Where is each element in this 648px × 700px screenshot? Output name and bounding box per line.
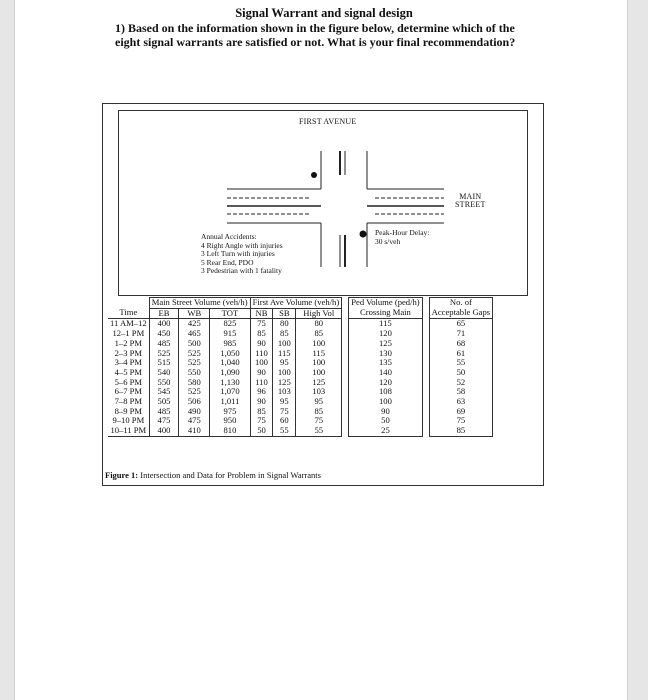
cell-wb: 410 <box>179 426 210 436</box>
cell-ped: 115 <box>349 319 422 329</box>
cell-wb: 465 <box>179 329 210 339</box>
cell-nb: 110 <box>250 378 273 388</box>
cell-nb: 96 <box>250 387 273 397</box>
cell-eb: 550 <box>149 378 179 388</box>
figure-caption <box>105 470 321 480</box>
cell-sb: 103 <box>273 387 296 397</box>
cell-high-vol: 100 <box>296 339 342 349</box>
cell-eb: 505 <box>149 397 179 407</box>
cell-sb: 115 <box>273 349 296 359</box>
cell-tot: 825 <box>210 319 250 329</box>
accidents-heading: Annual Accidents: <box>201 232 257 241</box>
cell-tot: 915 <box>210 329 250 339</box>
table-row <box>108 426 493 436</box>
left-margin-divider <box>14 0 15 700</box>
first-avenue-label: FIRST AVENUE <box>299 117 357 126</box>
delay-line-2: 30 s/veh <box>375 236 401 246</box>
cell-gaps: 50 <box>429 368 492 378</box>
cell-eb: 525 <box>149 349 179 359</box>
cell-time: 8–9 PM <box>114 405 143 416</box>
cell-sb: 125 <box>273 378 296 388</box>
cell-ped: 108 <box>349 387 422 397</box>
cell-wb: 550 <box>179 368 210 378</box>
cell-tot: 1,070 <box>210 387 250 397</box>
cell-tot: 1,011 <box>210 397 250 407</box>
accident-line: 3 Pedestrian with 1 fatality <box>201 266 282 275</box>
cell-gaps: 55 <box>429 358 492 368</box>
cell-sb: 100 <box>273 368 296 378</box>
cell-ped: 120 <box>349 378 422 388</box>
cell-eb: 485 <box>149 339 179 349</box>
cell-time: 12–1 PM <box>112 328 145 339</box>
cell-wb: 490 <box>179 407 210 417</box>
cell-time: 5–6 PM <box>114 376 143 387</box>
cell-nb: 75 <box>250 319 273 329</box>
cell-ped: 130 <box>349 349 422 359</box>
cell-gaps: 65 <box>429 319 492 329</box>
cell-wb: 525 <box>179 387 210 397</box>
cell-sb: 60 <box>273 416 296 426</box>
main-street-label-line-1: MAIN <box>459 192 482 201</box>
header-gaps: Acceptable Gaps <box>429 308 492 319</box>
cell-nb: 50 <box>250 426 273 436</box>
accidents-legend <box>201 233 283 276</box>
cell-gaps: 68 <box>429 339 492 349</box>
cell-tot: 1,040 <box>210 358 250 368</box>
cell-wb: 500 <box>179 339 210 349</box>
cell-sb: 95 <box>273 397 296 407</box>
cell-wb: 525 <box>179 358 210 368</box>
cell-gaps: 71 <box>429 329 492 339</box>
cell-eb: 545 <box>149 387 179 397</box>
cell-ped: 50 <box>349 416 422 426</box>
accident-line: 5 Rear End, PDO <box>201 257 254 267</box>
cell-nb: 90 <box>250 368 273 378</box>
cell-eb: 515 <box>149 358 179 368</box>
cell-sb: 75 <box>273 407 296 417</box>
cell-ped: 135 <box>349 358 422 368</box>
accident-line: 3 Left Turn with injuries <box>201 249 275 258</box>
main-street-label-line-2: STREET <box>455 200 486 209</box>
cell-sb: 85 <box>273 329 296 339</box>
right-margin <box>628 0 648 700</box>
cell-wb: 506 <box>179 397 210 407</box>
cell-nb: 90 <box>250 339 273 349</box>
caption-text: Intersection and Data for Problem in Signal Warrants <box>138 470 321 480</box>
cell-gaps: 63 <box>429 397 492 407</box>
cell-sb: 55 <box>273 426 296 436</box>
cell-time: 6–7 PM <box>114 386 143 397</box>
cell-high-vol: 100 <box>296 368 342 378</box>
group-first-ave: First Ave Volume (veh/h) <box>250 298 342 309</box>
cell-wb: 580 <box>179 378 210 388</box>
cell-ped: 140 <box>349 368 422 378</box>
cell-nb: 110 <box>250 349 273 359</box>
cell-high-vol: 75 <box>296 416 342 426</box>
cell-high-vol: 103 <box>296 387 342 397</box>
header-eb: EB <box>149 308 179 319</box>
cell-nb: 90 <box>250 397 273 407</box>
cell-high-vol: 125 <box>296 378 342 388</box>
header-nb: NB <box>250 308 273 319</box>
cell-ped: 120 <box>349 329 422 339</box>
left-margin <box>0 0 14 700</box>
cell-sb: 100 <box>273 339 296 349</box>
cell-nb: 85 <box>250 329 273 339</box>
cell-tot: 985 <box>210 339 250 349</box>
cell-time: 11 AM–12 <box>110 318 147 329</box>
cell-eb: 400 <box>149 319 179 329</box>
cell-sb: 95 <box>273 358 296 368</box>
cell-time: 9–10 PM <box>112 415 145 426</box>
cell-eb: 400 <box>149 426 179 436</box>
cell-high-vol: 85 <box>296 407 342 417</box>
cell-high-vol: 95 <box>296 397 342 407</box>
cell-tot: 975 <box>210 407 250 417</box>
cell-gaps: 69 <box>429 407 492 417</box>
cell-wb: 425 <box>179 319 210 329</box>
cell-high-vol: 80 <box>296 319 342 329</box>
header-ped: Crossing Main <box>349 308 422 319</box>
intersection-diagram <box>118 110 528 296</box>
cell-wb: 525 <box>179 349 210 359</box>
cell-tot: 810 <box>210 426 250 436</box>
cell-tot: 950 <box>210 416 250 426</box>
cell-high-vol: 85 <box>296 329 342 339</box>
cell-nb: 85 <box>250 407 273 417</box>
page-title: Signal Warrant and signal design <box>235 6 413 20</box>
cell-tot: 1,090 <box>210 368 250 378</box>
cell-time: 10–11 PM <box>108 426 149 436</box>
cell-ped: 25 <box>349 426 422 436</box>
cell-time: 1–2 PM <box>114 337 143 348</box>
figure <box>102 103 544 486</box>
right-margin-divider <box>627 0 628 700</box>
cell-time: 7–8 PM <box>114 396 143 407</box>
cell-high-vol: 100 <box>296 358 342 368</box>
cell-high-vol: 115 <box>296 349 342 359</box>
cell-gaps: 52 <box>429 378 492 388</box>
cell-gaps: 61 <box>429 349 492 359</box>
cell-time: 4–5 PM <box>114 366 143 377</box>
cell-nb: 100 <box>250 358 273 368</box>
question-text: 1) Based on the information shown in the figure below, determine which of the eight signal warrants are satisfied or not. What is your final recommendation? <box>115 21 516 49</box>
header-high-vol: High Vol <box>296 308 342 319</box>
header-time: Time <box>108 308 149 319</box>
cell-eb: 450 <box>149 329 179 339</box>
cell-tot: 1,130 <box>210 378 250 388</box>
data-table <box>108 297 493 437</box>
cell-eb: 485 <box>149 407 179 417</box>
cell-eb: 475 <box>149 416 179 426</box>
cell-gaps: 58 <box>429 387 492 397</box>
cell-time: 3–4 PM <box>114 357 143 368</box>
cell-ped: 90 <box>349 407 422 417</box>
cell-eb: 540 <box>149 368 179 378</box>
group-gaps: No. of <box>429 298 492 309</box>
group-main-street: Main Street Volume (veh/h) <box>149 298 250 309</box>
cell-tot: 1,050 <box>210 349 250 359</box>
cell-gaps: 75 <box>429 416 492 426</box>
cell-time: 2–3 PM <box>114 347 143 358</box>
accident-line: 4 Right Angle with injuries <box>201 240 283 250</box>
header-tot: TOT <box>210 308 250 319</box>
cell-sb: 80 <box>273 319 296 329</box>
main-street-label <box>455 193 486 209</box>
header-sb: SB <box>273 308 296 319</box>
delay-legend <box>375 229 429 246</box>
delay-line-1: Peak-Hour Delay: <box>375 228 430 237</box>
cell-gaps: 85 <box>429 426 492 436</box>
cell-high-vol: 55 <box>296 426 342 436</box>
group-ped-volume: Ped Volume (ped/h) <box>349 298 422 309</box>
cell-ped: 100 <box>349 397 422 407</box>
cell-nb: 75 <box>250 416 273 426</box>
cell-ped: 125 <box>349 339 422 349</box>
cell-wb: 475 <box>179 416 210 426</box>
caption-label: Figure 1: <box>105 470 139 480</box>
header-wb: WB <box>179 308 210 319</box>
